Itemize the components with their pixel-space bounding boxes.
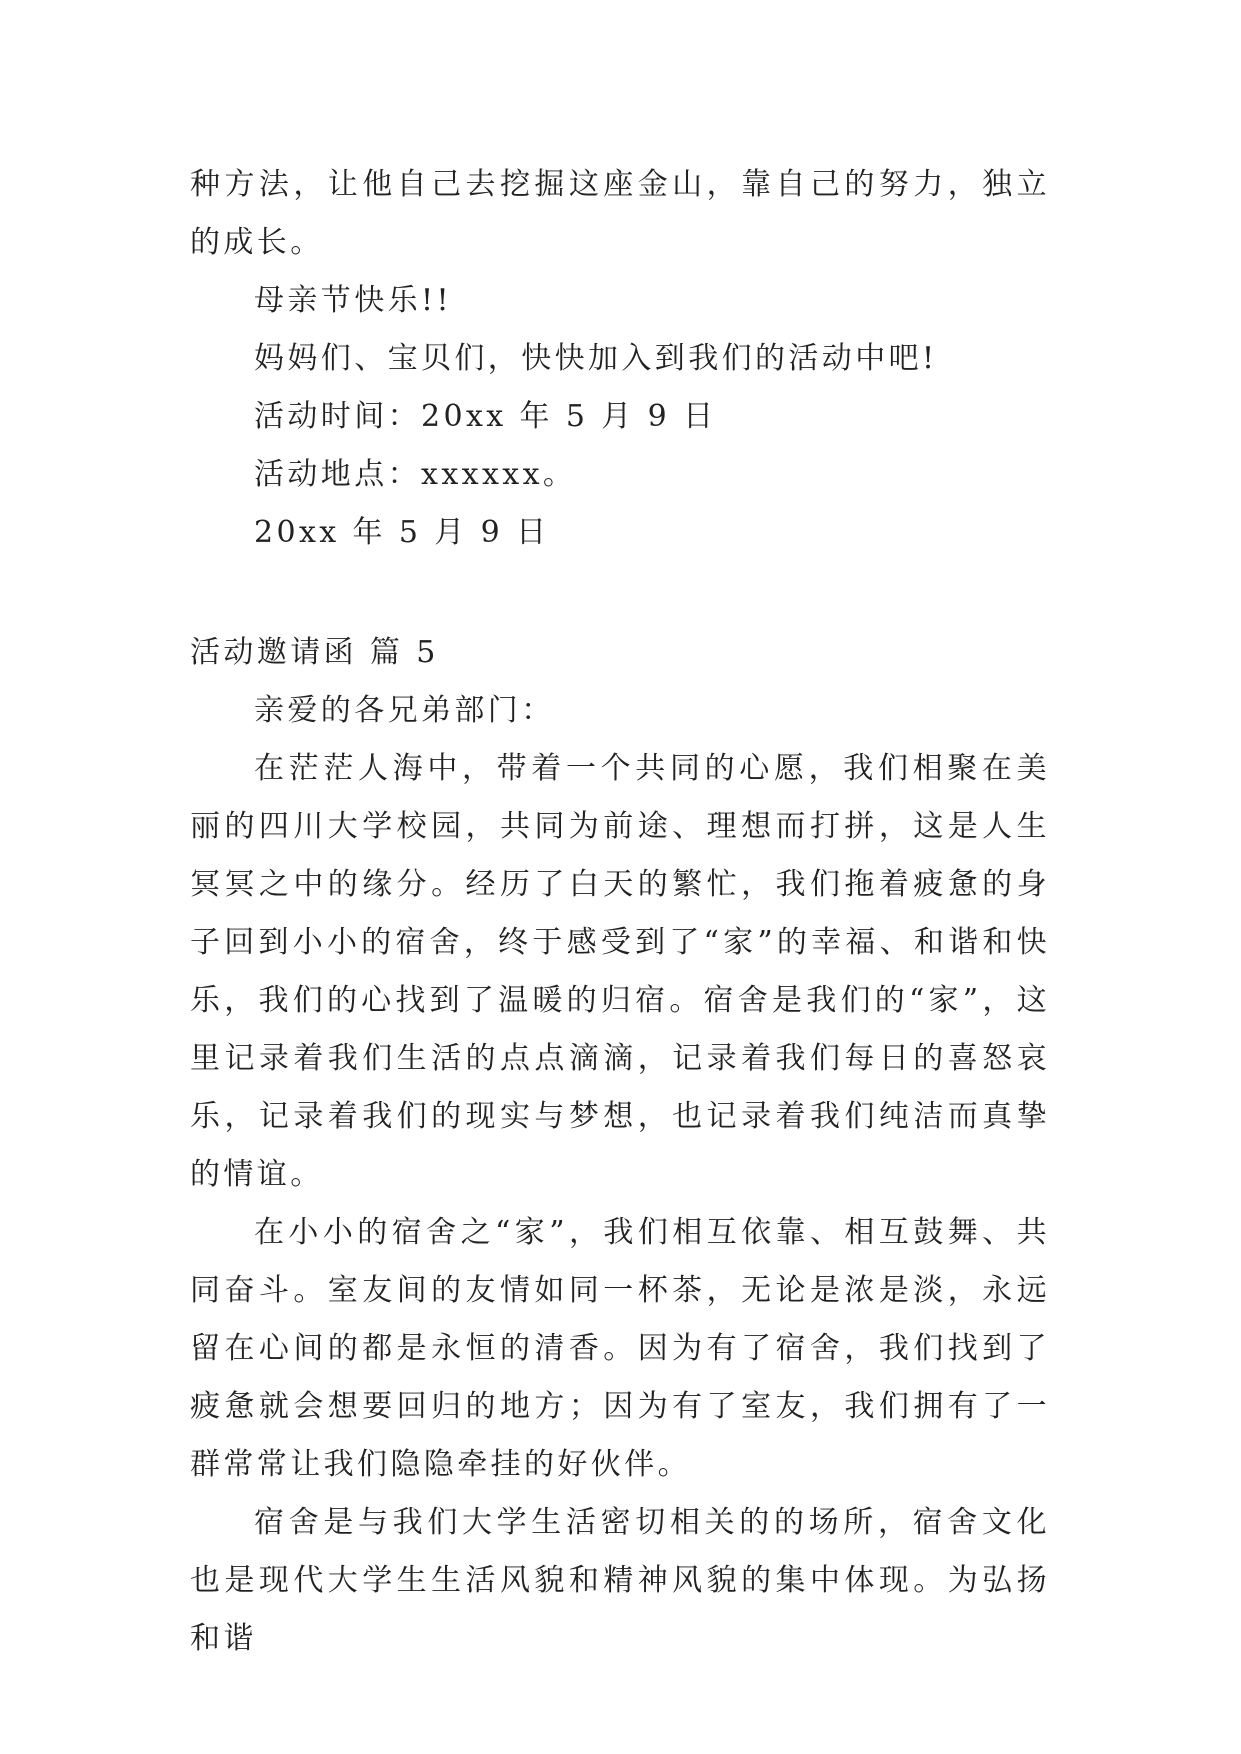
section-title: 活动邀请函 篇 5 bbox=[190, 635, 439, 670]
salutation-line: 亲爱的各兄弟部门： bbox=[254, 693, 555, 728]
section-gap bbox=[190, 562, 1050, 624]
date-line: 20xx 年 5 月 9 日 bbox=[254, 515, 550, 550]
body-paragraph-1: 在茫茫人海中，带着一个共同的心愿，我们相聚在美丽的四川大学校园，共同为前途、理想而打拼，这是人生冥冥之中的缘分。经历了白天的繁忙，我们拖着疲惫的身子回到小小的宿舍，终于感受到了“家”的幸福、和谐和快乐，我们的心找到了温暖的归宿。宿舍是我们的“家”，这里记录着我们生活的点点滴滴，记录着我们每日的喜怒哀乐，记录着我们的现实与梦想，也记录着我们纯洁而真挚的情谊。 bbox=[190, 751, 1050, 1192]
greeting-line: 母亲节快乐!! bbox=[254, 283, 452, 318]
activity-time-line: 活动时间：20xx 年 5 月 9 日 bbox=[254, 399, 717, 434]
continuation-paragraph: 种方法，让他自己去挖掘这座金山，靠自己的努力，独立的成长。 bbox=[190, 167, 1050, 260]
activity-place-line: 活动地点：xxxxxx。 bbox=[254, 457, 577, 492]
body-paragraph-3: 宿舍是与我们大学生活密切相关的的场所，宿舍文化也是现代大学生生活风貌和精神风貌的集中体现。为弘扬和谐 bbox=[190, 1505, 1050, 1656]
document-body bbox=[190, 156, 1050, 1668]
body-paragraph-2: 在小小的宿舍之“家”，我们相互依靠、相互鼓舞、共同奋斗。室友间的友情如同一杯茶，无论是浓是淡，永远留在心间的都是永恒的清香。因为有了宿舍，我们找到了疲惫就会想要回归的地方；因为有了室友，我们拥有了一群常常让我们隐隐牵挂的好伙伴。 bbox=[190, 1215, 1050, 1482]
invite-line: 妈妈们、宝贝们，快快加入到我们的活动中吧! bbox=[254, 341, 938, 376]
